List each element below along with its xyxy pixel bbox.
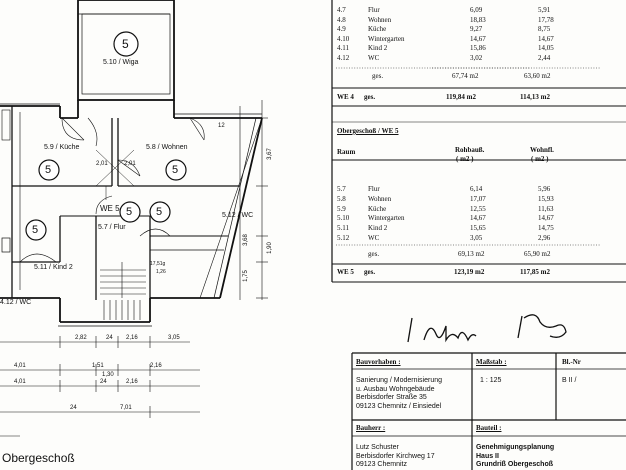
- row-raw-area: 12,55: [470, 204, 486, 213]
- row-raw-area: 3,05: [470, 234, 483, 242]
- text-line: Genehmigungsplanung: [476, 444, 555, 451]
- row-raw-area: 9,27: [470, 25, 483, 34]
- row-number: 4.10: [337, 34, 350, 43]
- row-name: Wintergarten: [368, 34, 405, 43]
- row-net-area: 8,75: [538, 25, 551, 34]
- row-name: Wintergarten: [368, 214, 405, 223]
- text-line: Berbisdorfer Straße 35: [356, 394, 427, 401]
- client-label: Bauherr :: [356, 424, 386, 432]
- dimension-label: 17,51g: [150, 261, 166, 267]
- column-header-net: Wohnfl.: [530, 146, 554, 154]
- dimension-label: 24: [100, 379, 107, 385]
- dimension-label: 4,01: [14, 379, 26, 385]
- text-line: Haus II: [476, 452, 499, 460]
- row-number: 4.11: [337, 44, 349, 53]
- row-raw-area: 3,02: [470, 54, 483, 62]
- row-number: 5.8: [337, 194, 346, 203]
- text-line: Sanierung / Modernisierung: [356, 377, 442, 384]
- row-net-area: 14,67: [538, 214, 554, 223]
- row-number: 5.11: [337, 224, 349, 233]
- project-label: Bauvorhaben :: [356, 358, 401, 366]
- unit-badge: 5: [126, 206, 133, 218]
- dimension-label: 1,51: [92, 363, 104, 369]
- sum-net: 65,90 m2: [524, 250, 551, 258]
- scale-value: 1 : 125: [480, 377, 502, 384]
- row-raw-area: 6,14: [470, 185, 483, 193]
- room-label-wohnen: 5.8 / Wohnen: [146, 144, 188, 151]
- row-name: Wohnen: [368, 194, 392, 203]
- row-net-area: 5,91: [538, 6, 551, 14]
- row-number: 5.10: [337, 214, 350, 223]
- scale-label: Maßstab :: [476, 358, 507, 366]
- row-net-area: 14,05: [538, 44, 554, 53]
- total-label: WE 5: [337, 268, 354, 276]
- dimension-label: 24: [106, 335, 113, 341]
- row-net-area: 2,96: [538, 234, 551, 242]
- row-raw-area: 14,67: [470, 214, 486, 223]
- row-name: Wohnen: [368, 15, 392, 24]
- unit-badge: 5: [156, 206, 163, 218]
- row-raw-area: 17,07: [470, 194, 486, 203]
- dimension-label: 2,01: [96, 161, 108, 167]
- dimension-label: 1,26: [156, 269, 166, 275]
- row-name: Küche: [368, 204, 387, 213]
- unit-badge: 5: [32, 224, 39, 236]
- sum-label: ges.: [372, 72, 384, 80]
- row-name: WC: [368, 54, 380, 62]
- dimension-label: 2,16: [150, 363, 162, 369]
- row-net-area: 15,93: [538, 194, 554, 203]
- row-number: 4.8: [337, 15, 346, 24]
- section-heading: Obergeschoß / WE 5: [337, 127, 399, 135]
- dimension-label: 3,05: [168, 335, 180, 341]
- dimension-label: 7,01: [120, 405, 132, 411]
- row-raw-area: 18,83: [470, 15, 486, 24]
- unit-badge: 5: [172, 164, 179, 176]
- part-label: Bauteil :: [476, 424, 502, 432]
- unit-badge: 5: [122, 37, 129, 51]
- room-label-wc-left: 4.12 / WC: [0, 299, 32, 306]
- dimension-label: 4,01: [14, 363, 26, 369]
- row-raw-area: 14,67: [470, 34, 486, 43]
- row-name: Flur: [368, 185, 380, 193]
- dimension-label: 1,75: [242, 270, 249, 282]
- dimension-label: 3,68: [242, 234, 249, 246]
- row-number: 4.12: [337, 54, 350, 62]
- dimension-label: 3,67: [266, 148, 273, 160]
- room-label-kueche: 5.9 / Küche: [44, 144, 80, 151]
- row-number: 5.12: [337, 234, 350, 242]
- text-line: u. Ausbau Wohngebäude: [356, 385, 435, 393]
- column-header-net-unit: ( m2 ): [531, 155, 549, 163]
- dimension-label: 2,82: [75, 335, 87, 341]
- room-label-wiga: 5.10 / Wiga: [103, 59, 139, 66]
- column-header-room: Raum: [337, 148, 356, 156]
- dimension-label: 2,16: [126, 379, 138, 385]
- dimension-label: 1,30: [102, 372, 114, 378]
- row-raw-area: 15,65: [470, 224, 486, 233]
- sheet-label: Bl.-Nr: [562, 358, 581, 366]
- row-number: 5.9: [337, 204, 346, 213]
- sum-net: 63,60 m2: [524, 72, 551, 80]
- text-line: 09123 Chemnitz / Einsiedel: [356, 402, 442, 410]
- row-net-area: 14,75: [538, 224, 554, 233]
- row-name: Küche: [368, 25, 387, 34]
- text-line: 09123 Chemnitz: [356, 461, 407, 468]
- text-line: Grundriß Obergeschoß: [476, 461, 554, 468]
- dimension-label: 12: [218, 123, 225, 129]
- row-raw-area: 15,86: [470, 44, 486, 53]
- row-number: 4.9: [337, 25, 346, 34]
- row-name: Kind 2: [368, 44, 388, 53]
- total-ges: ges.: [364, 268, 376, 276]
- room-label-wc-right: 5.12 / WC: [222, 212, 254, 219]
- text-line: Berbisdorfer Kirchweg 17: [356, 452, 435, 460]
- dimension-label: 24: [70, 405, 77, 411]
- total-net: 114,13 m2: [520, 93, 550, 101]
- dimension-label: 2,01: [124, 161, 136, 167]
- sum-label: ges.: [368, 250, 380, 258]
- text-line: Lutz Schuster: [356, 444, 399, 451]
- column-header-raw-unit: ( m2 ): [456, 155, 474, 163]
- room-label-flur: 5.7 / Flur: [98, 224, 126, 231]
- total-label: WE 4: [337, 93, 354, 101]
- row-name: WC: [368, 234, 380, 242]
- row-net-area: 5,96: [538, 185, 551, 193]
- sum-raw: 67,74 m2: [452, 72, 479, 80]
- row-raw-area: 6,09: [470, 6, 483, 14]
- room-label-we5: WE 5: [100, 204, 120, 213]
- row-number: 5.7: [337, 185, 346, 193]
- row-net-area: 2,44: [538, 54, 551, 62]
- row-name: Flur: [368, 6, 380, 14]
- sum-raw: 69,13 m2: [458, 250, 485, 258]
- total-ges: ges.: [364, 93, 376, 101]
- floor-label: Obergeschoß: [2, 451, 75, 465]
- unit-badge: 5: [45, 164, 52, 176]
- row-name: Kind 2: [368, 224, 388, 233]
- column-header-raw: Rohbauß.: [455, 146, 485, 154]
- row-net-area: 17,78: [538, 15, 554, 24]
- row-net-area: 14,67: [538, 34, 554, 43]
- row-number: 4.7: [337, 6, 346, 14]
- total-raw: 123,19 m2: [454, 268, 485, 276]
- row-net-area: 11,63: [538, 204, 554, 213]
- total-raw: 119,84 m2: [446, 93, 476, 101]
- dimension-label: 2,16: [126, 335, 138, 341]
- room-label-kind2: 5.11 / Kind 2: [34, 264, 73, 271]
- sheet-value: B II /: [562, 377, 577, 384]
- total-net: 117,85 m2: [520, 268, 550, 276]
- dimension-label: 1,90: [266, 242, 273, 254]
